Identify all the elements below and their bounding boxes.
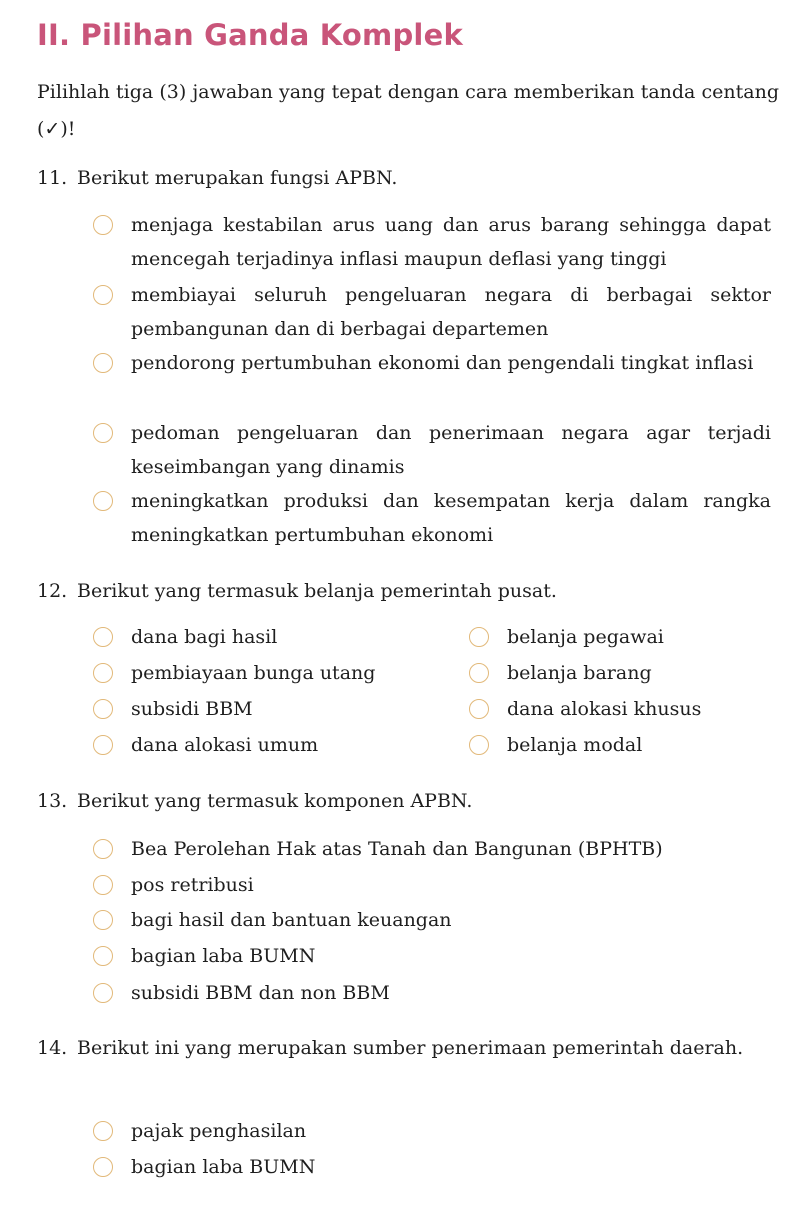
q11-option-4[interactable] — [93, 416, 771, 484]
q12-option-6[interactable] — [469, 692, 769, 726]
question-number: 14. — [37, 1037, 68, 1059]
radio-circle-icon[interactable] — [93, 983, 113, 1003]
instruction-text: Pilihlah tiga (3) jawaban yang tepat dengan cara memberikan tanda centang (✓)! — [37, 81, 779, 140]
option-label: dana bagi hasil — [131, 626, 278, 648]
question-number: 13. — [37, 790, 68, 812]
q12-option-4[interactable] — [469, 656, 769, 690]
option-label: belanja pegawai — [507, 626, 664, 648]
option-label: bagi hasil dan bantuan keuangan — [131, 909, 452, 931]
option-label: dana alokasi umum — [131, 734, 319, 756]
radio-circle-icon[interactable] — [93, 875, 113, 895]
radio-circle-icon[interactable] — [93, 910, 113, 930]
radio-circle-icon[interactable] — [93, 353, 113, 373]
option-label: pendorong pertumbuhan ekonomi dan pengendali tingkat inflasi — [131, 352, 754, 374]
option-label: meningkatkan produksi dan kesempatan kerja dalam rangka meningkatkan pertumbuhan ekonomi — [131, 490, 771, 546]
radio-circle-icon[interactable] — [93, 1157, 113, 1177]
section-title: II. Pilihan Ganda Komplek — [37, 18, 463, 52]
radio-circle-icon[interactable] — [93, 1121, 113, 1141]
option-label: subsidi BBM — [131, 698, 253, 720]
radio-circle-icon[interactable] — [469, 663, 489, 683]
radio-circle-icon[interactable] — [93, 946, 113, 966]
option-label: menjaga kestabilan arus uang dan arus barang sehingga dapat mencegah terjadinya inflasi maupun deflasi yang tinggi — [131, 214, 771, 270]
question-number: 11. — [37, 167, 68, 189]
radio-circle-icon[interactable] — [93, 285, 113, 305]
q13-option-4[interactable] — [93, 939, 771, 973]
q12-option-5[interactable] — [93, 692, 453, 726]
q11-option-1[interactable] — [93, 208, 771, 276]
q13-option-5[interactable] — [93, 976, 771, 1010]
radio-circle-icon[interactable] — [93, 423, 113, 443]
radio-circle-icon[interactable] — [93, 627, 113, 647]
q12-option-8[interactable] — [469, 728, 769, 762]
radio-circle-icon[interactable] — [93, 699, 113, 719]
radio-circle-icon[interactable] — [469, 699, 489, 719]
option-label: pos retribusi — [131, 874, 254, 896]
question-text: Berikut yang termasuk komponen APBN. — [77, 790, 473, 812]
question-12 — [37, 574, 779, 609]
radio-circle-icon[interactable] — [93, 735, 113, 755]
q12-option-2[interactable] — [469, 620, 769, 654]
option-label: belanja modal — [507, 734, 643, 756]
option-label: bagian laba BUMN — [131, 1156, 316, 1178]
option-label: pedoman pengeluaran dan penerimaan negara agar terjadi keseimbangan yang dinamis — [131, 422, 771, 478]
radio-circle-icon[interactable] — [93, 215, 113, 235]
option-label: pajak penghasilan — [131, 1120, 307, 1142]
radio-circle-icon[interactable] — [93, 491, 113, 511]
option-label: Bea Perolehan Hak atas Tanah dan Bangunan (BPHTB) — [131, 838, 663, 860]
question-text: Berikut yang termasuk belanja pemerintah pusat. — [77, 580, 557, 602]
q12-option-7[interactable] — [93, 728, 453, 762]
option-label: bagian laba BUMN — [131, 945, 316, 967]
option-label: pembiayaan bunga utang — [131, 662, 376, 684]
q12-option-1[interactable] — [93, 620, 453, 654]
question-text: Berikut ini yang merupakan sumber penerimaan pemerintah daerah. — [77, 1037, 744, 1059]
question-14 — [37, 1031, 779, 1066]
question-text: Berikut merupakan fungsi APBN. — [77, 167, 398, 189]
option-label: belanja barang — [507, 662, 652, 684]
radio-circle-icon[interactable] — [469, 627, 489, 647]
q11-option-5[interactable] — [93, 484, 771, 552]
q13-option-1[interactable] — [93, 832, 771, 866]
q12-option-3[interactable] — [93, 656, 453, 690]
q14-option-2[interactable] — [93, 1150, 771, 1184]
question-11 — [37, 161, 779, 196]
question-13 — [37, 784, 779, 819]
q11-option-3[interactable] — [93, 346, 771, 380]
question-number: 12. — [37, 580, 68, 602]
option-label: membiayai seluruh pengeluaran negara di berbagai sektor pembangunan dan di berbagai departemen — [131, 284, 771, 340]
q11-option-2[interactable] — [93, 278, 771, 346]
radio-circle-icon[interactable] — [93, 839, 113, 859]
option-label: dana alokasi khusus — [507, 698, 702, 720]
radio-circle-icon[interactable] — [469, 735, 489, 755]
option-label: subsidi BBM dan non BBM — [131, 982, 390, 1004]
q14-option-1[interactable] — [93, 1114, 771, 1148]
radio-circle-icon[interactable] — [93, 663, 113, 683]
q13-option-3[interactable] — [93, 903, 771, 937]
q13-option-2[interactable] — [93, 868, 771, 902]
